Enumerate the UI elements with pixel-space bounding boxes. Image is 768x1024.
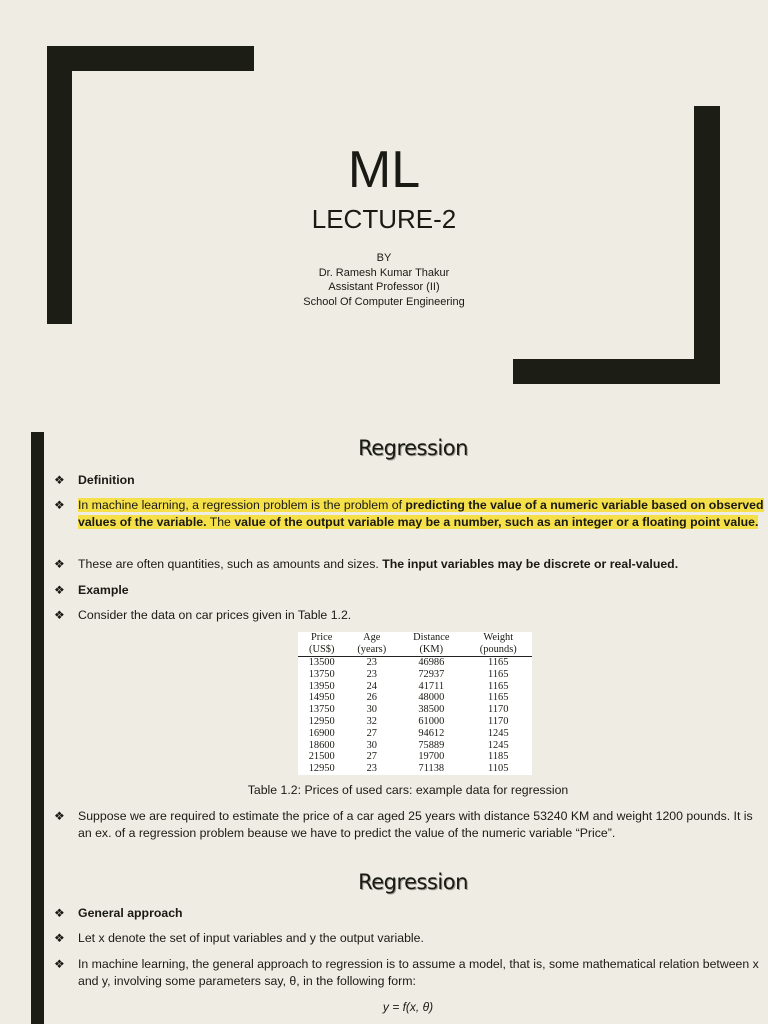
table-cell: 27 (366, 727, 377, 739)
table-cell: 75889 (418, 739, 445, 751)
list-item (54, 497, 766, 531)
highlighted-text: In machine learning, a regression problem is the problem of (78, 498, 406, 512)
diamond-bullet-icon: ❖ (54, 957, 65, 971)
diamond-bullet-icon: ❖ (54, 583, 65, 597)
table-header-unit: (US$) (298, 644, 345, 657)
table-row (298, 716, 532, 728)
quantities-plain: These are often quantities, such as amounts and sizes. (78, 557, 383, 571)
list-item (54, 905, 766, 922)
table-cell: 26 (366, 692, 377, 704)
regression-formula: y = f(x, θ) (382, 1000, 434, 1014)
general-approach-label: General approach (78, 906, 183, 920)
regression-heading: Regression (358, 436, 468, 460)
table-cell: 1165 (488, 668, 509, 680)
table-cell: 30 (366, 704, 377, 716)
table-header: Price (311, 632, 333, 643)
author-name: Dr. Ramesh Kumar Thakur (318, 266, 450, 279)
table-cell: 12950 (308, 763, 335, 775)
table-header-unit: (pounds) (465, 644, 533, 657)
table-row (298, 704, 532, 716)
table-cell: 61000 (418, 715, 445, 727)
table-cell: 1170 (488, 704, 509, 716)
table-cell: 23 (366, 763, 377, 775)
table-header: Age (363, 632, 381, 643)
list-item (54, 582, 766, 599)
highlighted-text: predicting the value of a numeric variable based on observed values of the variable. (78, 498, 764, 529)
table-cell: 19700 (418, 751, 445, 763)
table-row (298, 657, 532, 669)
title-slide (0, 0, 768, 400)
author-title: Assistant Professor (II) (328, 281, 440, 293)
table-row (298, 669, 532, 681)
table-cell: 1105 (488, 763, 509, 775)
table-cell: 13750 (308, 704, 335, 716)
table-cell: 12950 (308, 715, 335, 727)
list-item (54, 607, 766, 624)
list-item (54, 930, 766, 947)
car-prices-table (298, 632, 532, 775)
table-cell: 13500 (308, 657, 335, 668)
diamond-bullet-icon: ❖ (54, 498, 65, 512)
table-header-unit: (KM) (398, 644, 464, 657)
table-cell: 46986 (418, 657, 445, 668)
diamond-bullet-icon: ❖ (54, 809, 65, 823)
example-label: Example (78, 583, 129, 597)
table-cell: 1185 (488, 751, 509, 763)
table-cell: 41711 (418, 680, 445, 692)
regression-slide (0, 432, 768, 1024)
author-school: School Of Computer Engineering (303, 295, 465, 308)
diamond-bullet-icon: ❖ (54, 557, 65, 571)
table-row (298, 681, 532, 693)
table-cell: 72937 (418, 668, 445, 680)
table-cell: 30 (366, 739, 377, 751)
table-header: Weight (483, 632, 514, 643)
slide-subtitle: LECTURE-2 (311, 204, 457, 234)
table-row (298, 692, 532, 704)
table-header-unit: (years) (345, 644, 398, 657)
suppose-text: Suppose we are required to estimate the price of a car aged 25 years with distance 53240 KM and weight 1200 pounds. It is an ex. of a regression problem beause we have to predict the value of the numeric variable “Price”. (78, 809, 753, 840)
table-cell: 1245 (487, 739, 509, 751)
general-approach-text: In machine learning, the general approach to regression is to assume a model, that is, some mathematical relation between x and y, involving some parameters say, θ, in the following form: (78, 957, 759, 988)
quantities-bold: The input variables may be discrete or real-valued. (382, 557, 679, 571)
table-cell: 1245 (487, 727, 509, 739)
regression-heading-2: Regression (358, 870, 468, 894)
table-cell: 16900 (308, 727, 335, 739)
slide-title: ML (347, 141, 421, 199)
definition-text (78, 497, 766, 531)
table-cell: 27 (366, 751, 377, 763)
table-cell: 1165 (488, 680, 509, 692)
highlighted-text: The (206, 515, 235, 529)
table-cell: 48000 (418, 692, 445, 704)
table-cell: 14950 (308, 692, 335, 704)
table-cell: 13950 (308, 680, 335, 692)
byline-by: BY (376, 252, 392, 264)
table-cell: 94612 (418, 727, 445, 739)
consider-text: Consider the data on car prices given in Table 1.2. (78, 608, 352, 622)
author-byline (0, 251, 768, 309)
table-caption: Table 1.2: Prices of used cars: example data for regression (247, 783, 569, 797)
list-item (54, 956, 766, 990)
list-item (54, 556, 766, 573)
diamond-bullet-icon: ❖ (54, 931, 65, 945)
diamond-bullet-icon: ❖ (54, 906, 65, 920)
highlighted-text: value of the output variable may be a number, such as an integer or a floating point value. (234, 515, 759, 529)
table-row (298, 740, 532, 752)
quantities-text (78, 556, 766, 573)
let-x-text: Let x denote the set of input variables and y the output variable. (78, 931, 424, 945)
table-row (298, 763, 532, 775)
table-row (298, 751, 532, 763)
table-cell: 13750 (308, 668, 335, 680)
table-cell: 1165 (488, 657, 509, 668)
left-accent-bar (31, 432, 44, 1024)
list-item (54, 808, 766, 842)
table-cell: 21500 (308, 751, 335, 763)
table-cell: 1170 (488, 715, 509, 727)
definition-label: Definition (78, 473, 135, 487)
table-cell: 18600 (308, 739, 335, 751)
table-row (298, 728, 532, 740)
table-cell: 23 (366, 668, 377, 680)
table-header: Distance (413, 632, 450, 643)
table-cell: 71138 (418, 763, 445, 775)
table-cell: 1165 (488, 692, 509, 704)
table-cell: 24 (366, 680, 377, 692)
diamond-bullet-icon: ❖ (54, 608, 65, 622)
list-item (54, 472, 766, 489)
frame-bottom-right-horizontal (513, 359, 720, 384)
table-cell: 23 (366, 657, 377, 668)
table-cell: 38500 (418, 704, 445, 716)
frame-top-left-horizontal (47, 46, 254, 71)
diamond-bullet-icon: ❖ (54, 473, 65, 487)
table-cell: 32 (366, 715, 377, 727)
